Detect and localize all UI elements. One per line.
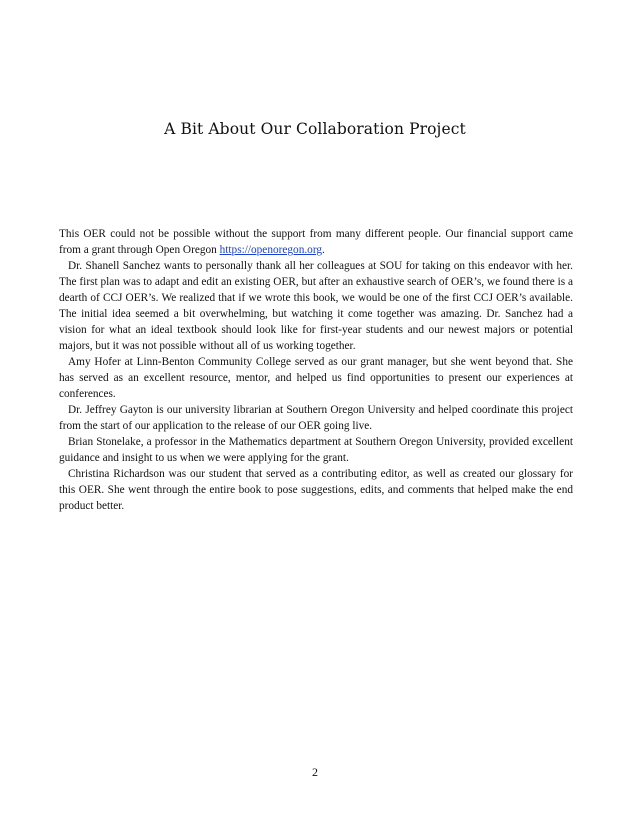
paragraph-sanchez: Dr. Shanell Sanchez wants to personally thank all her colleagues at SOU for taking on this endeavor with her. The first plan was to adapt and edit an existing OER, but after an exhaustive search of OER’s, we found there is a dearth of CCJ OER’s. We realized that if we wrote this book, we would be one of the first CCJ OER’s available. The initial idea seemed a bit overwhelming, but watching it come together was amazing. Dr. Sanchez had a vision for what an ideal textbook should look like for first-year students and our newest majors or potential majors, but it was not possible without all of us working together.: [59, 260, 573, 352]
paragraph-funding: [59, 226, 573, 258]
page-title: A Bit About Our Collaboration Project: [164, 120, 466, 138]
paragraph-gayton: Dr. Jeffrey Gayton is our university librarian at Southern Oregon University and helped coordinate this project from the start of our application to the release of our OER going live.: [59, 404, 573, 432]
paragraph-hofer: Amy Hofer at Linn-Benton Community College served as our grant manager, but she went beyond that. She has served as an excellent resource, mentor, and helped us find opportunities to present our experiences at conferences.: [59, 356, 573, 400]
body-text: [59, 226, 573, 514]
paragraph-funding-end: .: [322, 244, 325, 256]
paragraph-funding-text: This OER could not be possible without the support from many different people. Our financial support came from a grant through Open Oregon: [59, 228, 573, 256]
page-number: 2: [312, 765, 318, 779]
paragraph-richardson: Christina Richardson was our student that served as a contributing editor, as well as created our glossary for this OER. She went through the entire book to pose suggestions, edits, and comments that helped make the end product better.: [59, 468, 573, 512]
open-oregon-link[interactable]: https://openoregon.org: [219, 244, 323, 256]
paragraph-stonelake: Brian Stonelake, a professor in the Mathematics department at Southern Oregon University, provided excellent guidance and insight to us when we were applying for the grant.: [59, 436, 573, 464]
